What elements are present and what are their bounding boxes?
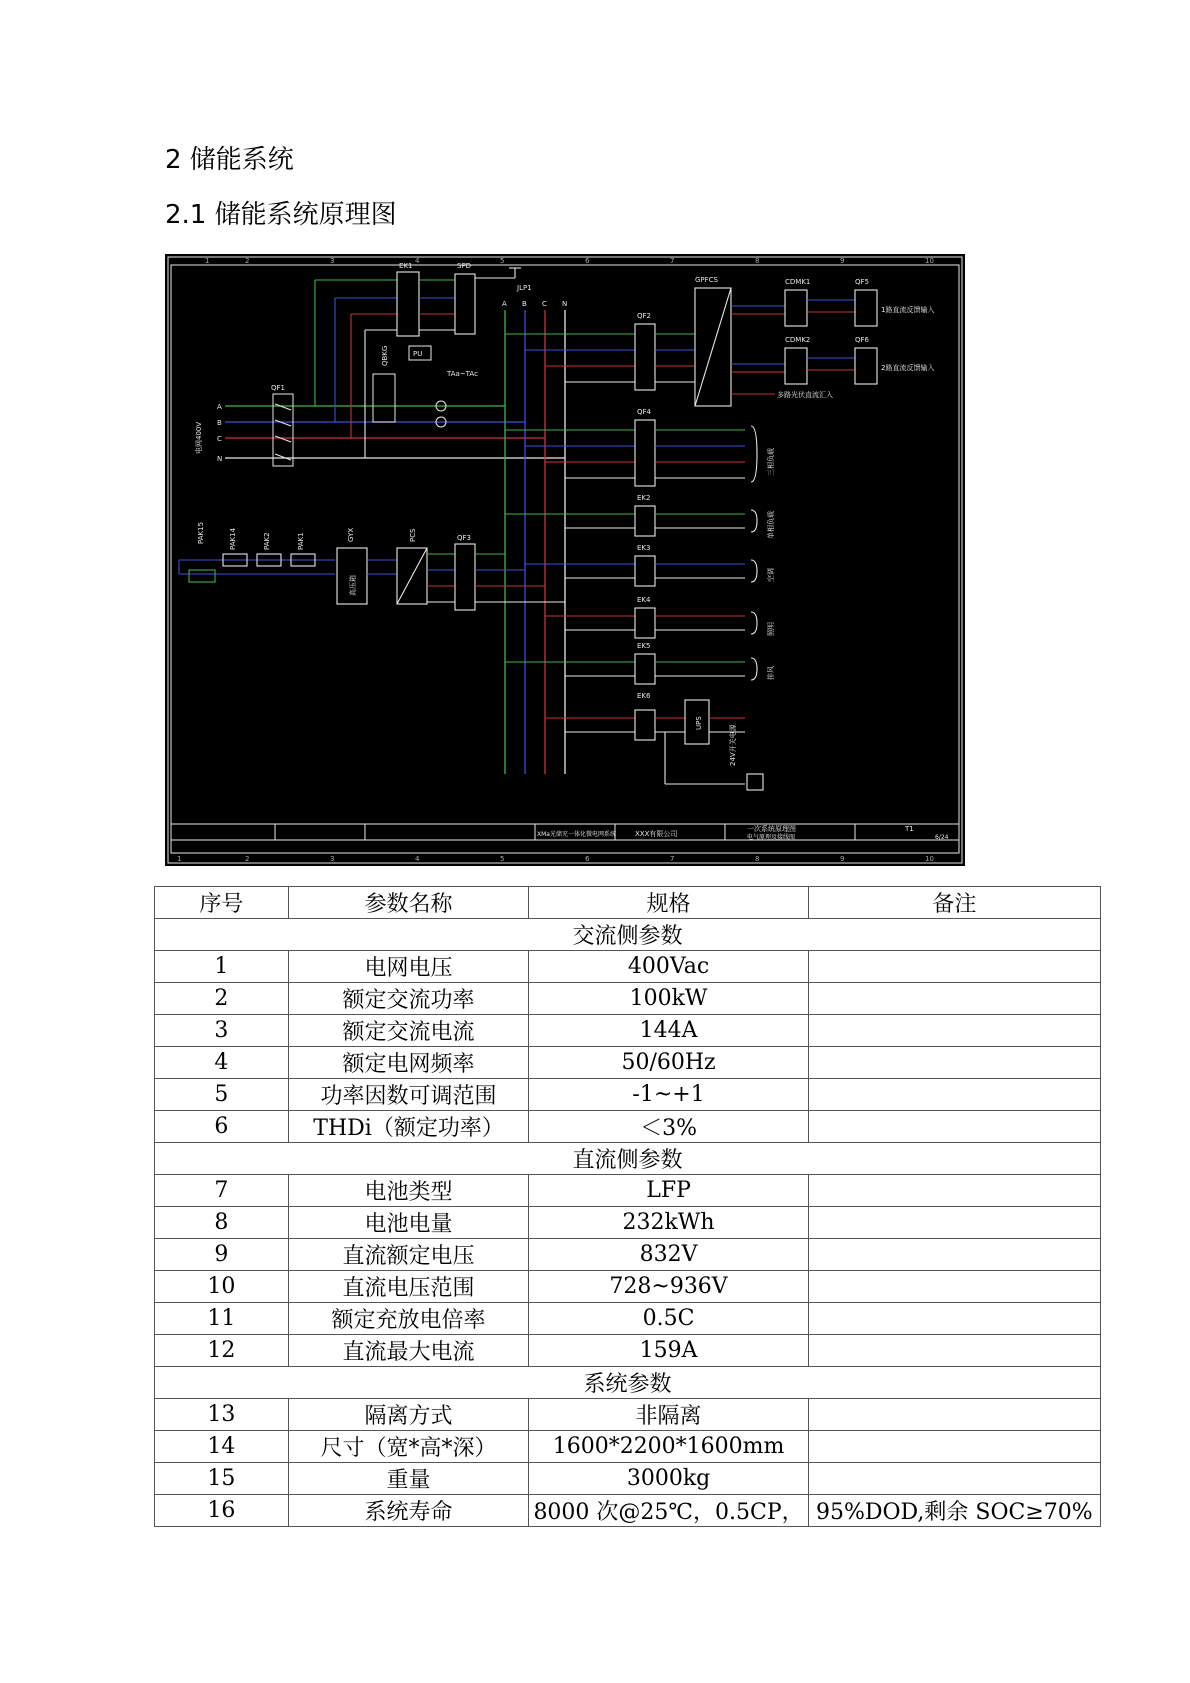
phase-b-label: B <box>217 419 222 427</box>
pak15-label: PAK15 <box>197 521 205 544</box>
fan-label: 排风 <box>767 666 775 680</box>
ek1-label: EK1 <box>399 262 413 270</box>
ruler-top-1: 1 <box>205 257 210 265</box>
cell-spec: -1~+1 <box>529 1079 808 1111</box>
grid-label: 电网400V <box>195 421 203 454</box>
battery-chain <box>179 544 565 610</box>
ek3-label: EK3 <box>637 544 651 552</box>
header-no: 序号 <box>155 887 289 919</box>
ruler-top-2: 2 <box>245 257 250 265</box>
table-row <box>155 1335 1101 1367</box>
cell-name: 隔离方式 <box>288 1399 529 1431</box>
cell-no: 11 <box>155 1303 289 1335</box>
qf2-gpfcs-branch <box>505 288 877 406</box>
cell-note <box>808 1175 1100 1207</box>
ruler-bottom-1: 2 <box>245 855 250 863</box>
pu-label: PU <box>413 350 423 358</box>
cell-name: 电池类型 <box>288 1175 529 1207</box>
table-row <box>155 1047 1101 1079</box>
ruler-bottom-3: 4 <box>415 855 420 863</box>
phase-c-label: C <box>217 435 222 443</box>
ruler-bottom-9: 10 <box>925 855 934 863</box>
pvm-label: 多路光伏直流汇入 <box>777 391 833 399</box>
phase-n-label: N <box>217 455 223 463</box>
cell-name: 电池电量 <box>288 1207 529 1239</box>
phase-a-label: A <box>217 403 222 411</box>
cell-note <box>808 1079 1100 1111</box>
table-row <box>155 1463 1101 1495</box>
cell-spec: 0.5C <box>529 1303 808 1335</box>
cell-name: 额定交流功率 <box>288 983 529 1015</box>
header-note: 备注 <box>808 887 1100 919</box>
table-row <box>155 1399 1101 1431</box>
cell-note <box>808 1111 1100 1143</box>
ups-label: UPS <box>695 716 703 730</box>
parameter-table-body <box>155 887 1101 1527</box>
ruler-top-9: 9 <box>840 257 845 265</box>
cell-no: 8 <box>155 1207 289 1239</box>
cell-no: 10 <box>155 1271 289 1303</box>
ek1-spd-branch <box>315 268 521 458</box>
table-row <box>155 1495 1101 1527</box>
ruler-top-7: 7 <box>670 257 675 265</box>
header-spec: 规格 <box>529 887 808 919</box>
cell-name: 直流电压范围 <box>288 1271 529 1303</box>
ruler-top-3: 3 <box>330 257 335 265</box>
cell-note <box>808 1303 1100 1335</box>
table-row <box>155 1111 1101 1143</box>
cell-no: 15 <box>155 1463 289 1495</box>
cell-name: 直流最大电流 <box>288 1335 529 1367</box>
header-name: 参数名称 <box>288 887 529 919</box>
cell-spec: 144A <box>529 1015 808 1047</box>
cell-note: 95%DOD,剩余 SOC≥70% <box>808 1495 1100 1527</box>
cell-no: 13 <box>155 1399 289 1431</box>
cell-name: 系统寿命 <box>288 1495 529 1527</box>
cell-note <box>808 951 1100 983</box>
top-ruler <box>205 257 934 265</box>
spd-label: SPD <box>457 262 472 270</box>
tb-sheet: 6/24 <box>935 834 949 841</box>
cell-no: 2 <box>155 983 289 1015</box>
section-row <box>155 1143 1101 1175</box>
cell-no: 12 <box>155 1335 289 1367</box>
cell-spec: 3000kg <box>529 1463 808 1495</box>
cell-spec: 100kW <box>529 983 808 1015</box>
tb-drawing-no: T1 <box>905 825 914 833</box>
load3-label: 三相负载 <box>767 448 775 476</box>
bus-a-label: A <box>502 300 507 308</box>
table-row <box>155 1079 1101 1111</box>
cell-spec: 232kWh <box>529 1207 808 1239</box>
load1-label: 单相负载 <box>767 511 775 539</box>
tb-company: XXX有限公司 <box>635 830 678 838</box>
cell-spec: 8000 次@25℃，0.5CP， <box>529 1495 808 1527</box>
cell-spec: 非隔离 <box>529 1399 808 1431</box>
section-row <box>155 1367 1101 1399</box>
cell-note <box>808 1463 1100 1495</box>
tb-project: XMa光储充一体化微电网系统 <box>537 831 616 838</box>
cell-spec: 159A <box>529 1335 808 1367</box>
cell-note <box>808 1399 1100 1431</box>
qf4-label: QF4 <box>637 408 651 416</box>
pak2-label: PAK2 <box>263 532 271 550</box>
parameter-table <box>154 886 1101 1527</box>
table-header-row <box>155 887 1101 919</box>
bus-b-label: B <box>522 300 527 308</box>
cell-spec: LFP <box>529 1175 808 1207</box>
ek5-label: EK5 <box>637 642 651 650</box>
cell-name: 电网电压 <box>288 951 529 983</box>
pak14-label: PAK14 <box>229 527 237 550</box>
subsection-heading: 2.1 储能系统原理图 <box>165 200 397 230</box>
table-row <box>155 1175 1101 1207</box>
cell-no: 4 <box>155 1047 289 1079</box>
cell-note <box>808 1271 1100 1303</box>
cell-no: 14 <box>155 1431 289 1463</box>
pv2-label: 2路直流反馈输入 <box>881 364 935 372</box>
schematic-svg <box>165 254 965 866</box>
cell-no: 3 <box>155 1015 289 1047</box>
cdmk1-label: CDMK1 <box>785 278 811 286</box>
ruler-bottom-6: 7 <box>670 855 675 863</box>
ruler-bottom-8: 9 <box>840 855 845 863</box>
section-title: 系统参数 <box>155 1367 1101 1399</box>
cell-note <box>808 1239 1100 1271</box>
table-row <box>155 951 1101 983</box>
title-block <box>171 824 959 853</box>
section-heading: 2 储能系统 <box>165 145 294 175</box>
ruler-bottom-7: 8 <box>755 855 760 863</box>
ruler-top-8: 8 <box>755 257 760 265</box>
cell-name: 额定充放电倍率 <box>288 1303 529 1335</box>
cell-spec: 728~936V <box>529 1271 808 1303</box>
pv1-label: 1路直流反馈输入 <box>881 306 935 314</box>
ek2-label: EK2 <box>637 494 651 502</box>
table-row <box>155 1207 1101 1239</box>
ruler-bottom-2: 3 <box>330 855 335 863</box>
light-label: 照明 <box>767 622 775 636</box>
qf5-label: QF5 <box>855 278 869 286</box>
ruler-top-5: 5 <box>500 257 505 265</box>
cell-no: 16 <box>155 1495 289 1527</box>
bus-c-label: C <box>542 300 547 308</box>
cell-name: 功率因数可调范围 <box>288 1079 529 1111</box>
cell-no: 7 <box>155 1175 289 1207</box>
cell-spec: 832V <box>529 1239 808 1271</box>
cell-no: 1 <box>155 951 289 983</box>
cell-note <box>808 1047 1100 1079</box>
qf2-label: QF2 <box>637 312 651 320</box>
ruler-top-6: 6 <box>585 257 590 265</box>
ruler-top-10: 10 <box>925 257 934 265</box>
cdmk2-label: CDMK2 <box>785 336 811 344</box>
cell-note <box>808 1015 1100 1047</box>
qf1-breaker <box>273 394 293 466</box>
qbkg-box <box>373 374 395 422</box>
section-title: 交流侧参数 <box>155 919 1101 951</box>
cell-note <box>808 1431 1100 1463</box>
section-row <box>155 919 1101 951</box>
cell-name: THDi（额定功率） <box>288 1111 529 1143</box>
pak1-label: PAK1 <box>297 532 305 550</box>
ruler-bottom-0: 1 <box>177 855 182 863</box>
qf4-branch <box>505 420 757 486</box>
cell-no: 5 <box>155 1079 289 1111</box>
bus-n-label: N <box>562 300 568 308</box>
cell-name: 额定交流电流 <box>288 1015 529 1047</box>
cell-name: 额定电网频率 <box>288 1047 529 1079</box>
cell-spec: ＜3% <box>529 1111 808 1143</box>
qf1-label: QF1 <box>271 384 285 392</box>
gyx-label: GYX <box>347 527 355 542</box>
cell-no: 6 <box>155 1111 289 1143</box>
ek6-label: EK6 <box>637 692 651 700</box>
ruler-bottom-5: 6 <box>585 855 590 863</box>
section-title: 直流侧参数 <box>155 1143 1101 1175</box>
hvbox-label: 高压箱 <box>349 575 357 596</box>
cell-name: 重量 <box>288 1463 529 1495</box>
cell-spec: 50/60Hz <box>529 1047 808 1079</box>
bottom-ruler <box>177 855 934 863</box>
ruler-bottom-4: 5 <box>500 855 505 863</box>
table-row <box>155 1239 1101 1271</box>
ek-branches <box>505 506 763 790</box>
cell-spec: 1600*2200*1600mm <box>529 1431 808 1463</box>
cell-name: 尺寸（宽*高*深） <box>288 1431 529 1463</box>
pcs-label: PCS <box>409 528 417 542</box>
qf3-label: QF3 <box>457 534 471 542</box>
cell-spec: 400Vac <box>529 951 808 983</box>
tb-title: 一次系统原理图 <box>747 825 796 833</box>
ek4-label: EK4 <box>637 596 651 604</box>
cell-note <box>808 983 1100 1015</box>
sw24-label: 24V开关电源 <box>729 724 737 766</box>
cell-note <box>808 1335 1100 1367</box>
busbar <box>505 310 565 774</box>
jlp1-label: JLP1 <box>517 284 532 292</box>
qf6-label: QF6 <box>855 336 869 344</box>
schematic-diagram <box>165 254 965 866</box>
ruler-top-4: 4 <box>415 257 420 265</box>
cell-name: 直流额定电压 <box>288 1239 529 1271</box>
table-row <box>155 1015 1101 1047</box>
table-row <box>155 983 1101 1015</box>
qbkg-label: QBKG <box>381 345 389 366</box>
table-row <box>155 1303 1101 1335</box>
tb-subtitle: 电气原理及接线图 <box>747 834 796 841</box>
cell-no: 9 <box>155 1239 289 1271</box>
ac-label: 空调 <box>767 568 775 582</box>
gpfcs-label: GPFCS <box>695 276 719 284</box>
cell-note <box>808 1207 1100 1239</box>
table-row <box>155 1271 1101 1303</box>
ta-label: TAa~TAc <box>447 370 478 378</box>
table-row <box>155 1431 1101 1463</box>
